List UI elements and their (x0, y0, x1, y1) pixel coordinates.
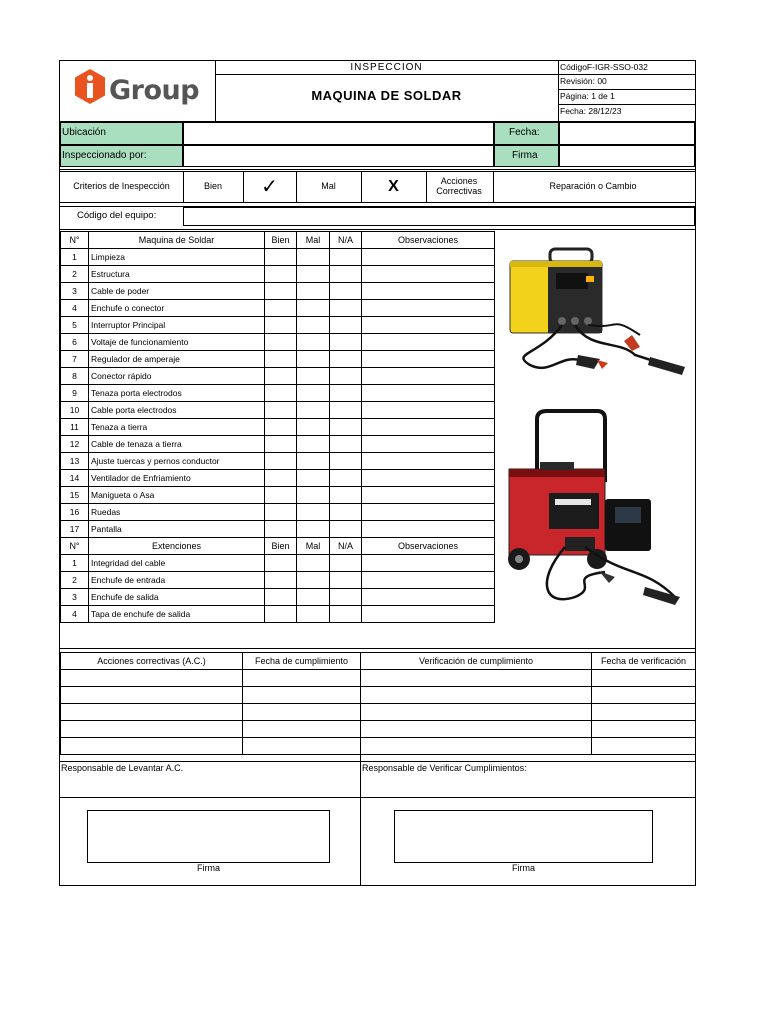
item-label: Cable porta electrodos (89, 402, 265, 419)
na-cell[interactable] (330, 334, 362, 351)
criterio-mal-label: Mal (321, 181, 336, 191)
table-row (61, 419, 495, 436)
table-row (61, 436, 495, 453)
na-cell[interactable] (330, 266, 362, 283)
firma-left-label: Firma (197, 863, 220, 873)
bien-cell[interactable] (265, 589, 297, 606)
item-label: Manigueta o Asa (89, 487, 265, 504)
bien-cell[interactable] (265, 606, 297, 623)
item-number: 4 (61, 300, 89, 317)
item-number: 2 (61, 266, 89, 283)
item-label: Interruptor Principal (89, 317, 265, 334)
checklist-header-row-cell: N/A (330, 232, 362, 249)
bien-cell[interactable] (265, 572, 297, 589)
item-label: Estructura (89, 266, 265, 283)
reparacion-label: Reparación o Cambio (549, 181, 637, 191)
ubicacion-field[interactable] (183, 122, 494, 145)
acciones-cell[interactable] (61, 721, 243, 738)
na-cell[interactable] (330, 521, 362, 538)
acciones-cell[interactable] (61, 670, 243, 687)
item-label: Enchufe de entrada (89, 572, 265, 589)
signature-box-left[interactable] (87, 810, 330, 863)
observaciones-cell[interactable] (362, 249, 495, 266)
checklist-header-row-cell: Mal (297, 232, 330, 249)
inspection-form (59, 60, 696, 886)
bien-cell[interactable] (265, 334, 297, 351)
acciones-cell[interactable] (592, 738, 696, 755)
x-icon: X (388, 178, 399, 195)
acciones-cell[interactable] (592, 704, 696, 721)
observaciones-cell[interactable] (362, 317, 495, 334)
observaciones-cell[interactable] (362, 606, 495, 623)
checklist-table (60, 231, 495, 623)
mal-cell[interactable] (297, 283, 330, 300)
table-row (61, 589, 495, 606)
observaciones-cell[interactable] (362, 368, 495, 385)
criterios-row (60, 171, 695, 203)
extensiones-header-row (61, 538, 495, 555)
mal-cell[interactable] (297, 266, 330, 283)
mal-cell[interactable] (297, 317, 330, 334)
table-row (61, 300, 495, 317)
observaciones-cell[interactable] (362, 589, 495, 606)
table-row (61, 487, 495, 504)
item-label: Ruedas (89, 504, 265, 521)
acciones-header-row (61, 653, 696, 670)
doc-code: CódigoF-IGR-SSO-032 (560, 62, 648, 72)
yellow-welder-image (500, 235, 690, 385)
acciones-table (60, 652, 696, 755)
item-label: Tenaza porta electrodos (89, 385, 265, 402)
checklist-header-row-cell: Bien (265, 232, 297, 249)
na-cell[interactable] (330, 249, 362, 266)
mal-cell[interactable] (297, 470, 330, 487)
item-label: Ajuste tuercas y pernos conductor (89, 453, 265, 470)
item-number: 6 (61, 334, 89, 351)
na-cell[interactable] (330, 606, 362, 623)
item-label: Cable de poder (89, 283, 265, 300)
fecha-label: Fecha: (509, 127, 540, 138)
red-welder-image (505, 407, 690, 612)
observaciones-cell[interactable] (362, 351, 495, 368)
table-row (61, 385, 495, 402)
check-icon: ✓ (261, 174, 278, 198)
item-number: 11 (61, 419, 89, 436)
bien-cell[interactable] (265, 266, 297, 283)
acciones-cell[interactable] (361, 721, 592, 738)
inspeccionado-label-cell (60, 145, 183, 167)
mal-cell[interactable] (297, 249, 330, 266)
mal-cell[interactable] (297, 419, 330, 436)
inspeccionado-field[interactable] (183, 145, 494, 167)
table-row (61, 555, 495, 572)
mal-cell[interactable] (297, 436, 330, 453)
extensiones-header-row-cell: N/A (330, 538, 362, 555)
observaciones-cell[interactable] (362, 436, 495, 453)
na-cell[interactable] (330, 283, 362, 300)
item-label: Conector rápido (89, 368, 265, 385)
table-row (61, 453, 495, 470)
observaciones-cell[interactable] (362, 487, 495, 504)
mal-cell[interactable] (297, 555, 330, 572)
criterio-bien-label: Bien (203, 181, 222, 191)
mal-cell[interactable] (297, 487, 330, 504)
item-number: 15 (61, 487, 89, 504)
bien-cell[interactable] (265, 470, 297, 487)
acciones-row (61, 670, 696, 687)
mal-cell[interactable] (297, 504, 330, 521)
table-row (61, 266, 495, 283)
codigo-equipo-field[interactable] (183, 207, 695, 226)
observaciones-cell[interactable] (362, 572, 495, 589)
mal-cell[interactable] (297, 402, 330, 419)
codigo-equipo-label: Código del equipo: (77, 210, 157, 221)
bien-cell[interactable] (265, 436, 297, 453)
acciones-cell[interactable] (361, 687, 592, 704)
table-row (61, 470, 495, 487)
mal-cell[interactable] (297, 589, 330, 606)
item-label: Integridad del cable (89, 555, 265, 572)
bien-cell[interactable] (265, 300, 297, 317)
acciones-cell[interactable] (592, 670, 696, 687)
na-cell[interactable] (330, 351, 362, 368)
item-label: Cable de tenaza a tierra (89, 436, 265, 453)
item-number: 7 (61, 351, 89, 368)
responsable-levantar-label: Responsable de Levantar A.C. (61, 763, 184, 773)
observaciones-cell[interactable] (362, 470, 495, 487)
observaciones-cell[interactable] (362, 300, 495, 317)
firma-field[interactable] (559, 145, 695, 167)
na-cell[interactable] (330, 419, 362, 436)
mal-cell[interactable] (297, 606, 330, 623)
na-cell[interactable] (330, 470, 362, 487)
fecha-field[interactable] (559, 122, 695, 145)
mal-cell[interactable] (297, 385, 330, 402)
acciones-cell[interactable] (592, 687, 696, 704)
acciones-header-cell: Acciones correctivas (A.C.) (61, 653, 243, 670)
doc-revision: Revisión: 00 (560, 76, 607, 86)
acciones-cell[interactable] (361, 704, 592, 721)
bien-cell[interactable] (265, 317, 297, 334)
acciones-cell[interactable] (61, 738, 243, 755)
acciones-cell[interactable] (243, 687, 361, 704)
bien-cell[interactable] (265, 453, 297, 470)
table-row (61, 504, 495, 521)
item-label: Limpieza (89, 249, 265, 266)
acciones-cell[interactable] (243, 738, 361, 755)
item-label: Tapa de enchufe de salida (89, 606, 265, 623)
doc-page: Página: 1 de 1 (560, 91, 615, 101)
table-row (61, 249, 495, 266)
na-cell[interactable] (330, 555, 362, 572)
table-row (61, 317, 495, 334)
item-number: 4 (61, 606, 89, 623)
bien-cell[interactable] (265, 504, 297, 521)
item-label: Tenaza a tierra (89, 419, 265, 436)
item-label: Pantalla (89, 521, 265, 538)
checklist-header-row (61, 232, 495, 249)
item-number: 2 (61, 572, 89, 589)
firma-label: Firma (512, 150, 538, 161)
acciones-cell[interactable] (592, 721, 696, 738)
ubicacion-label: Ubicación (62, 127, 106, 138)
item-label: Enchufe de salida (89, 589, 265, 606)
bien-cell[interactable] (265, 521, 297, 538)
bien-cell[interactable] (265, 249, 297, 266)
acciones-cell[interactable] (243, 670, 361, 687)
firma-right-label: Firma (512, 863, 535, 873)
bien-cell[interactable] (265, 419, 297, 436)
item-label: Ventilador de Enfriamiento (89, 470, 265, 487)
extensiones-header-row-cell: Bien (265, 538, 297, 555)
extensiones-header-row-cell: Mal (297, 538, 330, 555)
item-number: 12 (61, 436, 89, 453)
acciones-row (61, 704, 696, 721)
company-logo (72, 67, 202, 117)
na-cell[interactable] (330, 589, 362, 606)
form-title: MAQUINA DE SOLDAR (311, 88, 462, 103)
section-title: INSPECCION (350, 62, 423, 73)
mal-cell[interactable] (297, 572, 330, 589)
checklist-header-row-cell: Maquina de Soldar (89, 232, 265, 249)
table-row (61, 283, 495, 300)
observaciones-cell[interactable] (362, 521, 495, 538)
item-number: 8 (61, 368, 89, 385)
na-cell[interactable] (330, 317, 362, 334)
na-cell[interactable] (330, 368, 362, 385)
item-number: 16 (61, 504, 89, 521)
item-number: 10 (61, 402, 89, 419)
observaciones-cell[interactable] (362, 283, 495, 300)
fecha-label-cell (494, 122, 559, 145)
bien-cell[interactable] (265, 555, 297, 572)
bien-cell[interactable] (265, 283, 297, 300)
item-number: 9 (61, 385, 89, 402)
item-number: 1 (61, 555, 89, 572)
observaciones-cell[interactable] (362, 504, 495, 521)
acciones-cell[interactable] (243, 721, 361, 738)
item-number: 3 (61, 283, 89, 300)
na-cell[interactable] (330, 504, 362, 521)
na-cell[interactable] (330, 300, 362, 317)
bien-cell[interactable] (265, 487, 297, 504)
observaciones-cell[interactable] (362, 385, 495, 402)
na-cell[interactable] (330, 572, 362, 589)
observaciones-cell[interactable] (362, 334, 495, 351)
item-label: Regulador de amperaje (89, 351, 265, 368)
acciones-cell[interactable] (61, 704, 243, 721)
table-row (61, 402, 495, 419)
acciones-row (61, 738, 696, 755)
bien-cell[interactable] (265, 402, 297, 419)
signature-box-right[interactable] (394, 810, 653, 863)
item-number: 3 (61, 589, 89, 606)
acciones-cell[interactable] (361, 738, 592, 755)
acciones-row (61, 687, 696, 704)
mal-cell[interactable] (297, 300, 330, 317)
ubicacion-label-cell (60, 122, 183, 145)
extensiones-header-row-cell: Observaciones (362, 538, 495, 555)
firma-label-cell (494, 145, 559, 167)
mal-cell[interactable] (297, 351, 330, 368)
table-row (61, 572, 495, 589)
logo-text: Group (109, 75, 200, 106)
table-row (61, 368, 495, 385)
na-cell[interactable] (330, 453, 362, 470)
mal-cell[interactable] (297, 368, 330, 385)
criterios-label: Criterios de Inespección (73, 181, 170, 191)
doc-date: Fecha: 28/12/23 (560, 106, 622, 116)
item-number: 14 (61, 470, 89, 487)
observaciones-cell[interactable] (362, 453, 495, 470)
observaciones-cell[interactable] (362, 555, 495, 572)
bien-cell[interactable] (265, 351, 297, 368)
inspeccionado-label: Inspeccionado por: (62, 150, 147, 161)
table-row (61, 606, 495, 623)
item-label: Enchufe o conector (89, 300, 265, 317)
acciones-cell[interactable] (243, 704, 361, 721)
observaciones-cell[interactable] (362, 266, 495, 283)
mal-cell[interactable] (297, 521, 330, 538)
bien-cell[interactable] (265, 385, 297, 402)
checklist-header-row-cell: N° (61, 232, 89, 249)
na-cell[interactable] (330, 436, 362, 453)
extensiones-header-row-cell: N° (61, 538, 89, 555)
responsable-verificar-label: Responsable de Verificar Cumplimientos: (362, 763, 527, 773)
bien-cell[interactable] (265, 368, 297, 385)
na-cell[interactable] (330, 402, 362, 419)
table-row (61, 521, 495, 538)
checklist-header-row-cell: Observaciones (362, 232, 495, 249)
table-row (61, 334, 495, 351)
mal-cell[interactable] (297, 453, 330, 470)
acciones-header-cell: Fecha de verificación (592, 653, 696, 670)
acciones-row (61, 721, 696, 738)
acciones-cell[interactable] (61, 687, 243, 704)
acciones-header-cell: Verificación de cumplimiento (361, 653, 592, 670)
table-row (61, 351, 495, 368)
na-cell[interactable] (330, 385, 362, 402)
item-number: 13 (61, 453, 89, 470)
acciones-header-cell: Fecha de cumplimiento (243, 653, 361, 670)
acciones-cell[interactable] (361, 670, 592, 687)
observaciones-cell[interactable] (362, 402, 495, 419)
mal-cell[interactable] (297, 334, 330, 351)
na-cell[interactable] (330, 487, 362, 504)
item-number: 5 (61, 317, 89, 334)
item-number: 17 (61, 521, 89, 538)
observaciones-cell[interactable] (362, 419, 495, 436)
item-label: Voltaje de funcionamiento (89, 334, 265, 351)
acciones-correctivas-label: Acciones Correctivas (436, 176, 482, 197)
extensiones-header-row-cell: Extenciones (89, 538, 265, 555)
item-number: 1 (61, 249, 89, 266)
